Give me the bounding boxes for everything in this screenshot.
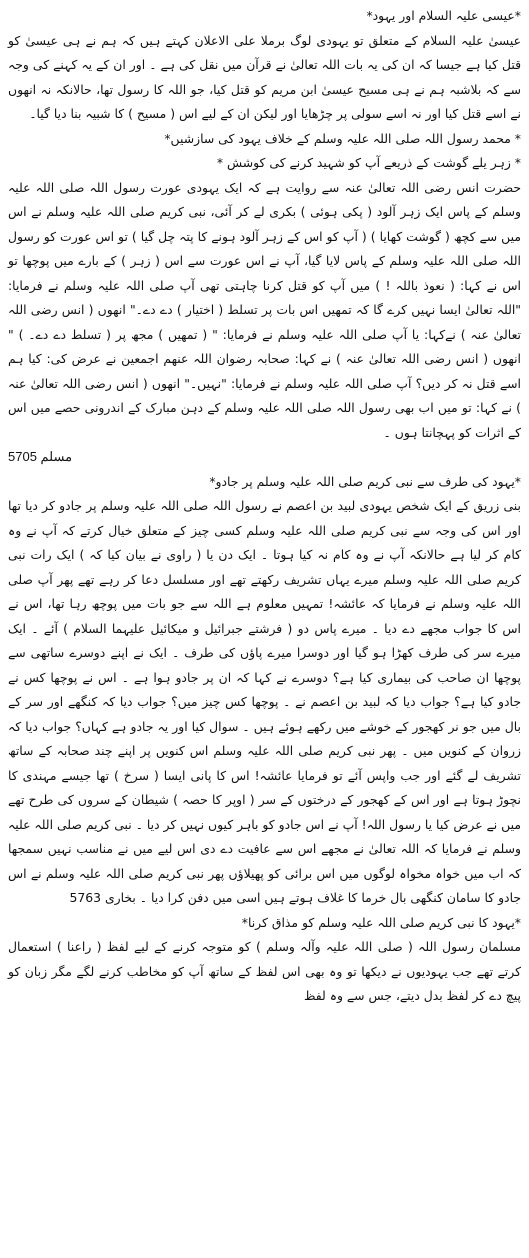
paragraph-poisoned-meat: حضرت انس رضی اللہ تعالیٰ عنہ سے روایت ہے کہ ایک یہودی عورت رسول اللہ صلی اللہ علیہ وسلم کے پاس ایک زہر آلود ( پکی ہوئی ) بکری لے کر آئی، نبی کریم صلی اللہ علیہ وسلم نے اس میں سے کچھ ( گوشت کھایا ) ( آپ کو اس کے زہر آلود ہونے کا پتہ چل گیا ) تو اس عورت کو رسول اللہ صلی اللہ علیہ وسلم کے پاس لایا گیا، آپ نے اس عورت سے اس ( زہر ) کے بارے میں پوچھا تو اس نے کہا: ( نعوذ باللہ ! ) میں آپ کو قتل کرنا چاہتی تھی آپ صلی اللہ علیہ وسلم نے فرمایا: "اللہ تعالیٰ ایسا نہیں کرے گا کہ تمھیں اس بات پر تسلط ( اختیار ) دے دے۔" انھوں ( انس رضی اللہ تعالیٰ عنہ ) نےکہا: یا آپ صلی اللہ علیہ وسلم نے فرمایا: " ( تمھیں ) مجھ پر ( تسلط دے دے۔ ) " انھوں ( انس رضی اللہ تعالیٰ عنہ ) نے کہا: صحابہ رضوان اللہ عنھم اجمعین نے عرض کی: کیا ہم اسے قتل نہ کر دیں؟ آپ صلی اللہ علیہ وسلم نے فرمایا: "نہیں۔" انھوں ( انس رضی اللہ تعالیٰ عنہ ) نے کہا: تو میں اب بھی رسول اللہ صلی اللہ علیہ وسلم کے دہن مبارک کے اندرونی حصے میں اس کے اثرات کو پہچانتا ہوں ۔: [8, 179, 521, 440]
heading-mockery: *یہود کا نبی کریم صلی اللہ علیہ وسلم کو مذاق کرنا*: [241, 914, 521, 930]
paragraph-mockery: مسلمان رسول اللہ ( صلی اللہ علیہ وآلہ وسلم ) کو متوجہ کرنے کے لیے لفظ ( راعنا ) استعمال کرتے تھے جب یہودیوں نے دیکھا تو وہ بھی اس لفظ کے ساتھ آپ کو مخاطب کرنے لگے مگر زبان کو پیچ دے کر لفظ بدل دیتے، جس سے وہ لفظ: [8, 939, 521, 1003]
paragraph-magic: بنی زریق کے ایک شخص یہودی لبید بن اعصم نے رسول اللہ صلی اللہ علیہ وسلم پر جادو کر دیا تھا اور اس کی وجہ سے نبی کریم صلی اللہ علیہ وسلم کسی چیز کے متعلق خیال کرتے کہ آپ نے وہ کام کر لیا ہے حالانکہ آپ نے وہ کام نہ کیا ہوتا ۔ ایک دن یا ( راوی نے بیان کیا کہ ) ایک رات نبی کریم صلی اللہ علیہ وسلم میرے یہاں تشریف رکھتے تھے اور مسلسل دعا کر رہے تھے پھر آپ صلی اللہ علیہ وسلم نے فرمایا کہ عائشہ! تمہیں معلوم ہے اللہ سے جو بات میں پوچھ رہا تھا، اس نے اس کا جواب مجھے دے دیا ۔ میرے پاس دو ( فرشتے جبرائیل و میکائیل علیہما السلام ) آئے ۔ ایک میرے سر کی طرف کھڑا ہو گیا اور دوسرا میرے پاؤں کی طرف ۔ ایک نے اپنے دوسرے ساتھی سے پوچھا ان صاحب کی بیماری کیا ہے؟ دوسرے نے کہا کہ ان پر جادو ہوا ہے ۔ اس نے پوچھا کس نے جادو کیا ہے؟ جواب دیا کہ لبید بن اعصم نے ۔ پوچھا کس چیز میں؟ جواب دیا کہ کنگھے اور سر کے بال میں جو نر کھجور کے خوشے میں رکھے ہوئے ہیں ۔ سوال کیا اور یہ جادو ہے کہاں؟ جواب دیا کہ زروان کے کنویں میں ۔ پھر نبی کریم صلی اللہ علیہ وسلم اس کنویں پر اپنے چند صحابہ کے ساتھ تشریف لے گئے اور جب واپس آئے تو فرمایا عائشہ! اس کا پانی ایسا ( سرخ ) تھا جیسے مہندی کا نچوڑ ہوتا ہے اور اس کے کھجور کے درختوں کے سر ( اوپر کا حصہ ) شیطان کے سروں کی طرح تھے میں نے عرض کیا یا رسول اللہ! آپ نے اس جادو کو باہر کیوں نہیں کر دیا ۔ نبی کریم صلی اللہ علیہ وسلم نے فرمایا کہ اللہ تعالیٰ نے مجھے اس سے عافیت دے دی اس لیے میں نے مناسب نہیں سمجھا کہ اب میں خواہ مخواہ لوگوں میں اس برائی کو پھیلاؤں پھر نبی کریم صلی اللہ علیہ وسلم نے اس جادو کا سامان کنگھی بال خرما کا غلاف ہوتے ہیں اسی میں دفن کرا دیا ۔ بخاری 5763: [8, 498, 521, 905]
heading-isa-and-jews: *عیسی علیہ السلام اور یہود*: [366, 8, 521, 23]
heading-poisoned-meat: * زہر یلے گوشت کے ذریعے آپ کو شہید کرنے کی کوشش *: [216, 155, 521, 170]
citation-muslim: مسلم 5705: [8, 449, 73, 464]
paragraph-isa: عیسیٰ علیہ السلام کے متعلق تو یہودی لوگ برملا علی الاعلان کہتے ہیں کہ ہم نے ہی عیسیٰ کو قتل کیا ہے جیسا کہ ان کی یہ بات اللہ تعالیٰ نے قرآن میں نقل کی ہے ۔ اور ان کے یہ کہنے کی وجہ سے کہ بلاشبہ ہم نے ہی مسیح عیسیٰ ابن مریم کو قتل کیا، جو اللہ کا رسول تھا، حالانکہ نہ انھوں نے اسے قتل کیا اور نہ اسے سولی پر چڑھایا اور لیکن ان کے لیے اس ( مسیح ) کا شبیہ بنا دیا گیا۔: [8, 32, 521, 121]
heading-magic: *یہود کی طرف سے نبی کریم صلی اللہ علیہ وسلم پر جادو*: [209, 473, 521, 489]
heading-conspiracies: * محمد رسول اللہ صلی اللہ علیہ وسلم کے خلاف یہود کی سازشیں*: [164, 130, 521, 146]
